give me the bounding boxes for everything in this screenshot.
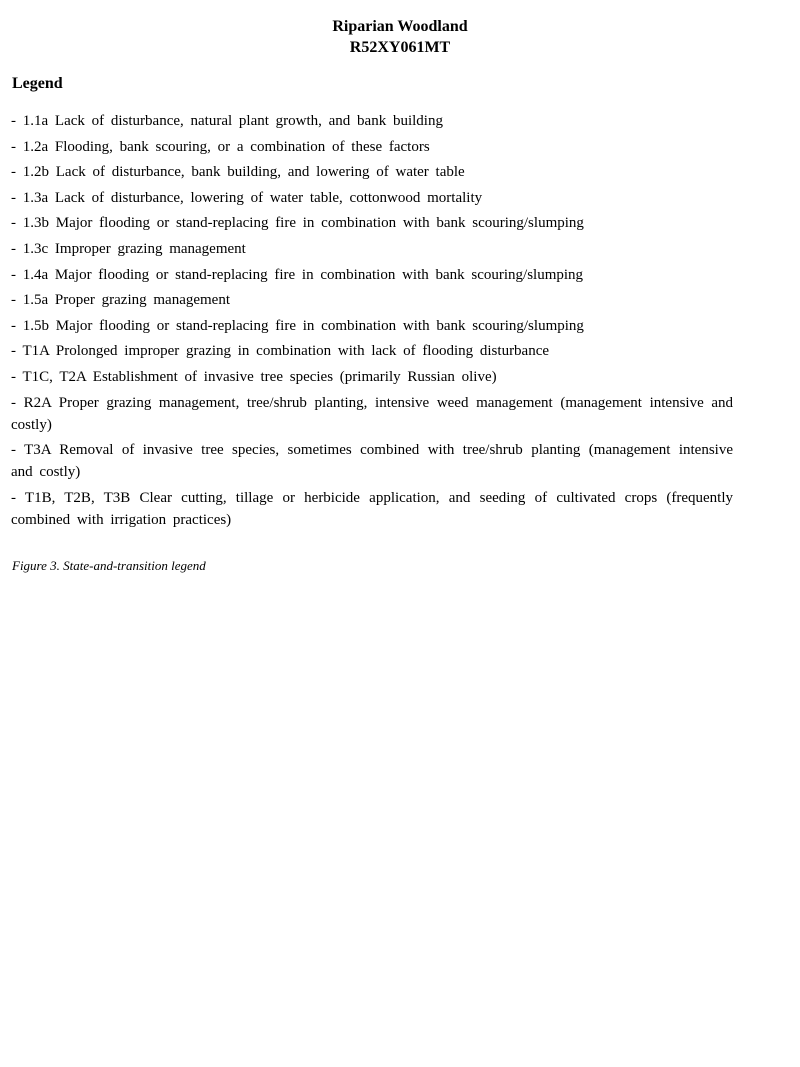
legend-item-t1c-t2a: - T1C, T2A Establishment of invasive tree species (primarily Russian olive) [11,368,497,385]
legend-item-1-3c: - 1.3c Improper grazing management [11,240,246,257]
legend-item-1-2a: - 1.2a Flooding, bank scouring, or a combination of these factors [11,138,430,155]
document-subtitle: R52XY061MT [349,39,451,56]
legend-item-1-3a: - 1.3a Lack of disturbance, lowering of water table, cottonwood mortality [11,189,483,206]
legend-item-1-5a: - 1.5a Proper grazing management [11,292,231,309]
legend-item-1-3b: - 1.3b Major flooding or stand-replacing fire in combination with bank scouring/slumping [11,215,584,232]
document-title: Riparian Woodland [332,18,468,35]
figure-caption: Figure 3. State-and-transition legend [12,558,206,573]
legend-item-r2a: - R2A Proper grazing management, tree/shrub planting, intensive weed management (management intensive and costly) [11,394,733,433]
legend-item-1-2b: - 1.2b Lack of disturbance, bank building, and lowering of water table [11,164,465,181]
legend-item-1-4a: - 1.4a Major flooding or stand-replacing fire in combination with bank scouring/slumping [11,266,584,283]
legend-list [11,110,733,534]
legend-item-t1a: - T1A Prolonged improper grazing in combination with lack of flooding disturbance [11,343,550,360]
legend-item-1-5b: - 1.5b Major flooding or stand-replacing fire in combination with bank scouring/slumping [11,317,584,334]
legend-item-1-1a: - 1.1a Lack of disturbance, natural plant growth, and bank building [11,113,443,129]
legend-item-t1b-t2b-t3b: - T1B, T2B, T3B Clear cutting, tillage or herbicide application, and seeding of cultivated crops (frequently combined with irrigation practices) [11,489,733,528]
legend-item-t3a: - T3A Removal of invasive tree species, sometimes combined with tree/shrub planting (management intensive and costly) [11,442,733,481]
legend-heading: Legend [12,75,63,92]
title-block [0,16,800,58]
